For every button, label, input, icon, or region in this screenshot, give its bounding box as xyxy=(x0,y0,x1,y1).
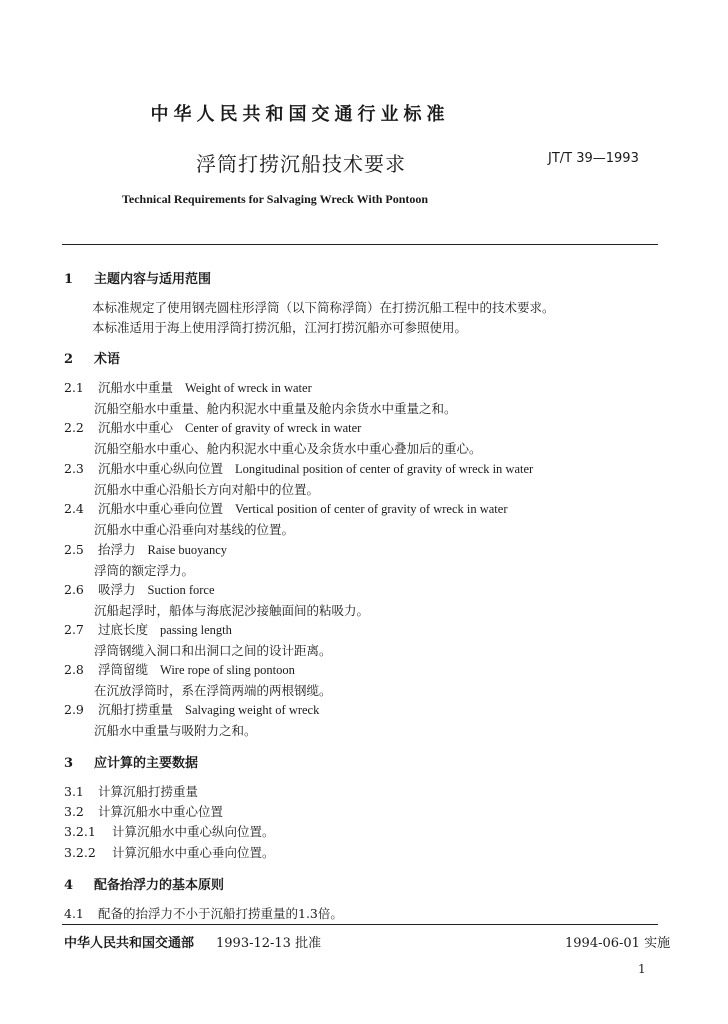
list-item: 3.2 计算沉船水中重心位置 xyxy=(64,804,224,819)
section-1-heading: 1 主题内容与适用范围 xyxy=(64,272,212,287)
term-definition: 浮筒钢缆入洞口和出洞口之间的设计距离。 xyxy=(94,643,332,658)
footer-divider xyxy=(62,924,658,925)
section-3-heading: 3 应计算的主要数据 xyxy=(64,756,199,771)
term-definition: 沉船水中重心沿船长方向对船中的位置。 xyxy=(94,482,320,497)
list-item: 3.2.1 计算沉船水中重心纵向位置。 xyxy=(64,824,275,839)
english-title: Technical Requirements for Salvaging Wreck With Pontoon xyxy=(122,192,429,206)
term-heading: 2.7 过底长度 passing length xyxy=(64,622,232,637)
list-item: 3.2.2 计算沉船水中重心垂向位置。 xyxy=(64,845,275,860)
term-heading: 2.1 沉船水中重量 Weight of wreck in water xyxy=(64,380,312,395)
list-item: 4.1 配备的抬浮力不小于沉船打捞重量的1.3倍。 xyxy=(64,906,343,921)
term-heading: 2.3 沉船水中重心纵向位置 Longitudinal position of center of gravity of wreck in water xyxy=(64,461,534,476)
section-1-paragraph: 本标准规定了使用钢壳圆柱形浮筒（以下简称浮筒）在打捞沉船工程中的技术要求。 xyxy=(92,300,555,315)
standard-category-title: 中华人民共和国交通行业标准 xyxy=(150,104,450,125)
term-definition: 沉船空船水中重量、舱内积泥水中重量及舱内余货水中重量之和。 xyxy=(94,401,457,416)
effective-date: 1994-06-01 实施 xyxy=(565,936,671,951)
term-definition: 沉船空船水中重心、舱内积泥水中重心及余货水中重心叠加后的重心。 xyxy=(94,441,482,456)
term-heading: 2.5 抬浮力 Raise buoyancy xyxy=(64,542,228,557)
list-item: 3.1 计算沉船打捞重量 xyxy=(64,784,199,799)
header-divider xyxy=(62,244,658,245)
term-definition: 沉船起浮时，船体与海底泥沙接触面间的粘吸力。 xyxy=(94,603,370,618)
section-1-paragraph: 本标准适用于海上使用浮筒打捞沉船，江河打捞沉船亦可参照使用。 xyxy=(92,320,468,335)
term-heading: 2.2 沉船水中重心 Center of gravity of wreck in water xyxy=(64,420,362,435)
term-definition: 沉船水中重量与吸附力之和。 xyxy=(94,723,257,738)
section-4-heading: 4 配备抬浮力的基本原则 xyxy=(64,878,225,893)
term-definition: 沉船水中重心沿垂向对基线的位置。 xyxy=(94,522,295,537)
document-title: 浮筒打捞沉船技术要求 xyxy=(196,152,406,176)
standard-code: JT/T 39—1993 xyxy=(548,151,639,166)
term-heading: 2.9 沉船打捞重量 Salvaging weight of wreck xyxy=(64,702,320,717)
term-heading: 2.8 浮筒留缆 Wire rope of sling pontoon xyxy=(64,662,295,677)
section-2-heading: 2 术语 xyxy=(64,352,121,367)
term-heading: 2.4 沉船水中重心垂向位置 Vertical position of center of gravity of wreck in water xyxy=(64,501,508,516)
page-number: 1 xyxy=(638,962,646,976)
issuing-authority: 中华人民共和国交通部 xyxy=(64,936,195,951)
term-definition: 在沉放浮筒时，系在浮筒两端的两根钢缆。 xyxy=(94,683,332,698)
approval-date: 1993-12-13 批准 xyxy=(216,936,322,951)
term-heading: 2.6 吸浮力 Suction force xyxy=(64,582,215,597)
term-definition: 浮筒的额定浮力。 xyxy=(94,563,195,578)
